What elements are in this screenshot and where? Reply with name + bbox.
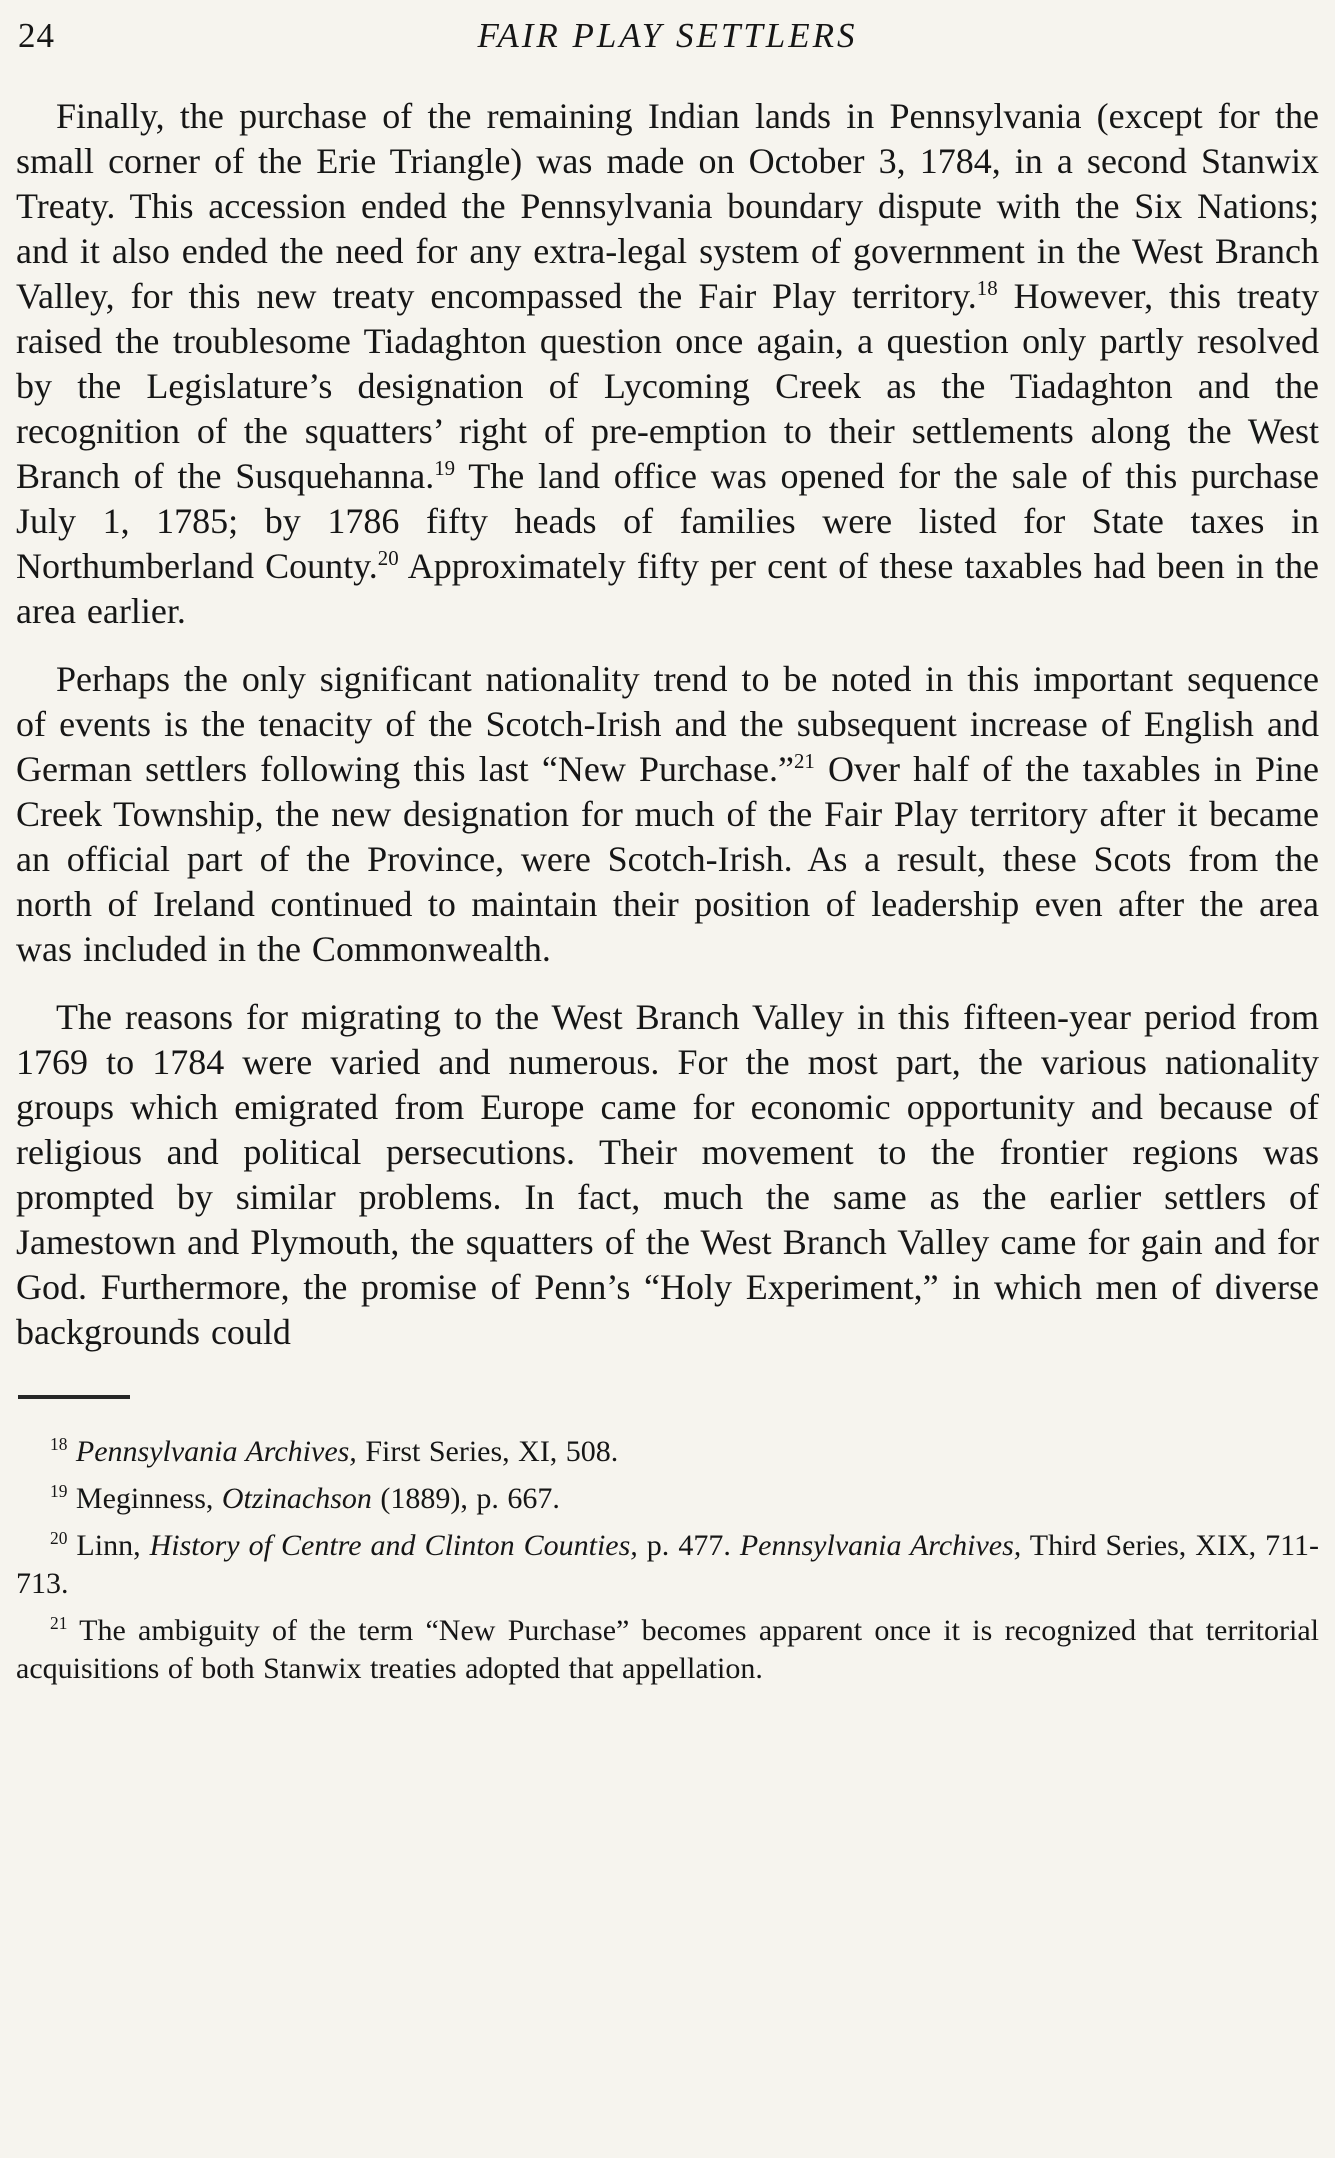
paragraph (16, 94, 1319, 634)
text-run: Linn, (67, 1529, 150, 1562)
footnote-ref: 21 (793, 749, 815, 773)
text-run: (1889), p. 667. (371, 1482, 560, 1515)
text-run: The ambiguity of the term “New Purchase” becomes apparent once it is recognized that territorial acquisitions of both Stanwix treaties adopted that appellation. (16, 1614, 1319, 1685)
text-run: The reasons for migrating to the West Branch Valley in this fifteen-year period from 1769 to 1784 were varied and numerous. For the most part, the various nationality groups which emigrated from Europe came for economic opportunity and because of religious and political persecutions. Their movement to the frontier regions was prompted by similar problems. In fact, much the same as the earlier settlers of Jamestown and Plymouth, the squatters of the West Branch Valley came for gain and for God. Furthermore, the promise of Penn’s “Holy Experiment,” in which men of diverse backgrounds could (16, 997, 1319, 1352)
text-run: Meginness, (67, 1482, 222, 1515)
footnote (16, 1480, 1319, 1518)
text-run: The land office was opened for the sale of this purchase July 1, 1785; by 1786 fifty heads of families were listed for State taxes in Northumberland County. (16, 456, 1319, 586)
page-header (16, 16, 1319, 68)
paragraph (16, 657, 1319, 972)
text-run: Perhaps the only significant nationality trend to be noted in this important sequence of events is the tenacity of the Scotch-Irish and the subsequent increase of English and German settlers following this last “New Purchase.” (16, 659, 1319, 789)
footnote-ref: 18 (976, 276, 998, 300)
running-title: FAIR PLAY SETTLERS (477, 16, 858, 55)
page-number: 24 (18, 16, 55, 55)
footnote (16, 1433, 1319, 1471)
footnote (16, 1612, 1319, 1688)
text-run: Approximately fifty per cent of these taxables had been in the area earlier. (16, 546, 1319, 631)
text-run: Third Series, XIX, 711-713. (16, 1529, 1320, 1600)
italic-text: Pennsylvania Archives, (739, 1529, 1022, 1562)
page-body (16, 94, 1319, 1355)
italic-text: History of Centre and Clinton Counties, (149, 1529, 638, 1562)
footnotes (16, 1433, 1319, 1688)
footnote-ref: 19 (434, 456, 456, 480)
text-run: First Series, XI, 508. (356, 1435, 619, 1468)
footnote-ref: 20 (377, 546, 399, 570)
footnote-separator (18, 1395, 130, 1399)
text-run: Finally, the purchase of the remaining Indian lands in Pennsylvania (except for the small corner of the Erie Triangle) was made on October 3, 1784, in a second Stanwix Treaty. This accession ended the Pennsylvania boundary dispute with the Six Nations; and it also ended the need for any extra-legal system of government in the West Branch Valley, for this new treaty encompassed the Fair Play territory. (16, 96, 1319, 316)
footnote-ref: 18 (50, 1434, 68, 1454)
footnote-ref: 20 (50, 1528, 68, 1548)
italic-text: Pennsylvania Archives, (75, 1435, 357, 1468)
footnote-ref: 19 (50, 1481, 68, 1501)
text-run: Over half of the taxables in Pine Creek Township, the new designation for much of the Fair Play territory after it became an official part of the Province, were Scotch-Irish. As a result, these Scots from the north of Ireland continued to maintain their position of leadership even after the area was included in the Commonwealth. (16, 749, 1319, 969)
text-run: p. 477. (637, 1529, 740, 1562)
footnote (16, 1527, 1319, 1603)
text-run (67, 1435, 76, 1468)
italic-text: Otzinachson (221, 1482, 372, 1515)
footnote-ref: 21 (50, 1613, 68, 1633)
text-run: However, this treaty raised the troublesome Tiadaghton question once again, a question only partly resolved by the Legislature’s designation of Lycoming Creek as the Tiadaghton and the recognition of the squatters’ right of pre-emption to their settlements along the West Branch of the Susquehanna. (16, 276, 1319, 496)
paragraph (16, 995, 1319, 1355)
